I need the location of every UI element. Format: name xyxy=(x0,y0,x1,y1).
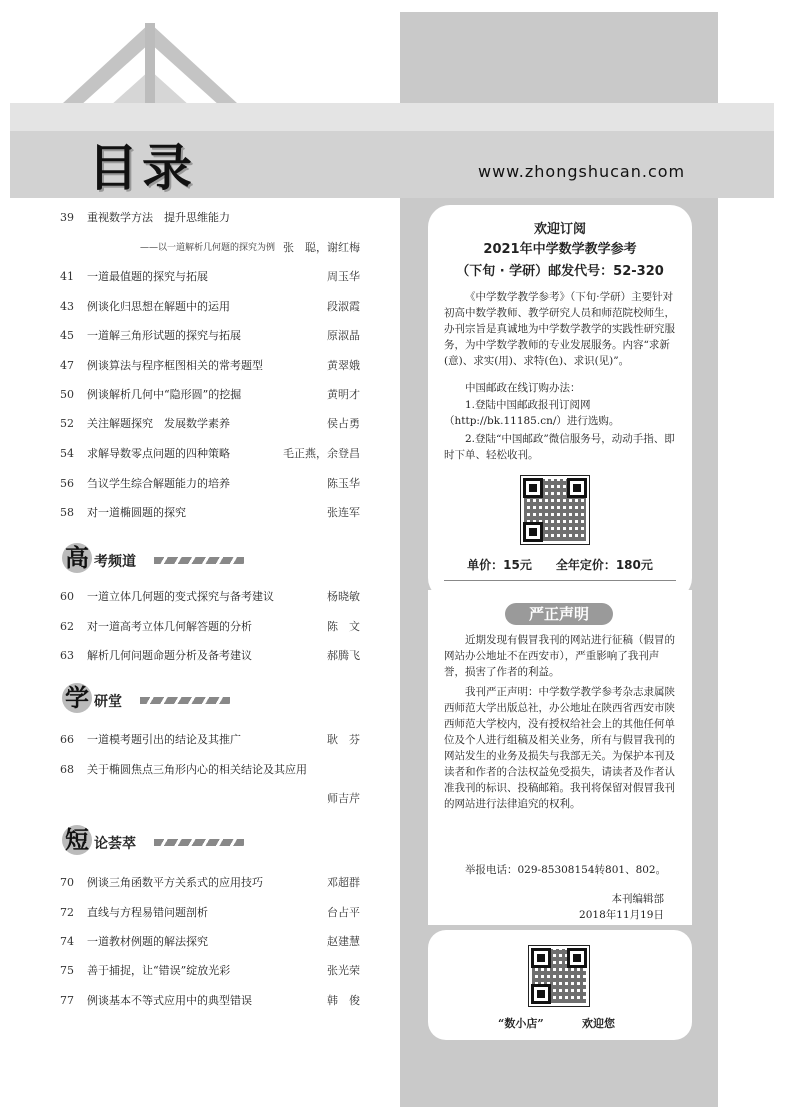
toc-page: 62 xyxy=(60,620,74,633)
toc-page: 54 xyxy=(60,447,74,460)
toc-entry xyxy=(60,873,360,893)
subscribe-step1: 1.登陆中国邮政报刊订阅网（http://bk.11185.cn/）进行选购。 xyxy=(444,399,620,427)
section-header xyxy=(62,683,282,717)
toc-title: 善于捕捉，让“错误”绽放光彩 xyxy=(87,964,231,977)
section-header xyxy=(62,825,282,859)
section-name: 研堂 xyxy=(94,694,122,710)
notice-paragraph-2: 我刊严正声明：中学数学教学参考杂志隶属陕西师范大学出版总社，办公地址在陕西省西安市陕西师范大学校内，没有授权给社会上的其他任何单位及个人进行组稿及相关业务，所有与假冒我刊的网站发生的业务及损失与我部无关。为保护本刊及读者和作者的合法权益免受损失，请读者及作者认准我刊的标识、投稿邮箱。我刊将保留对假冒我刊的网站进行法律追究的权利。 xyxy=(444,686,675,810)
toc-entry xyxy=(60,208,360,228)
toc-page: 60 xyxy=(60,590,74,603)
subscribe-heading: 欢迎订阅 xyxy=(533,222,586,237)
toc-entry xyxy=(60,356,360,376)
toc-title: 重视数学方法 提升思维能力 xyxy=(87,211,230,224)
toc-author: 黄明才 xyxy=(327,388,360,401)
toc-author-row xyxy=(60,789,360,809)
toc-author: 杨晓敏 xyxy=(327,590,360,603)
toc-author: 赵建慧 xyxy=(327,935,360,948)
toc-author: 张 聪，谢红梅 xyxy=(283,241,360,254)
toc-title: 例谈化归思想在解题中的运用 xyxy=(87,300,230,313)
divider xyxy=(444,580,676,581)
section-decoration xyxy=(140,697,230,704)
toc-entry xyxy=(60,617,360,637)
section-name: 考频道 xyxy=(94,554,136,570)
toc-entry xyxy=(60,961,360,981)
toc-title: 一道模考题引出的结论及其推广 xyxy=(87,733,241,746)
toc-author: 侯占勇 xyxy=(327,417,360,430)
section-initial: 高 xyxy=(62,543,92,573)
toc-author: 周玉华 xyxy=(327,270,360,283)
toc-entry xyxy=(60,760,360,780)
toc-title: 一道解三角形试题的探究与拓展 xyxy=(87,329,241,342)
toc-entry xyxy=(60,587,360,607)
toc-page: 47 xyxy=(60,359,74,372)
toc-entry xyxy=(60,385,360,405)
shop-qr-code xyxy=(528,945,590,1007)
toc-page: 75 xyxy=(60,964,74,977)
toc-subtitle-row xyxy=(60,238,360,258)
section-decoration xyxy=(154,557,244,564)
toc-title: 例谈基本不等式应用中的典型错误 xyxy=(87,994,252,1007)
roof-decoration xyxy=(40,15,260,115)
notice-paragraph-1: 近期发现有假冒我刊的网站进行征稿（假冒的网站办公地址不在西安市），严重影响了我刊声誉，损害了作者的利益。 xyxy=(444,634,675,678)
shop-welcome: 欢迎您 xyxy=(582,1017,615,1030)
toc-author: 黄翠娥 xyxy=(327,359,360,372)
toc-page: 68 xyxy=(60,763,74,776)
toc-title: 一道立体几何题的变式探究与备考建议 xyxy=(87,590,274,603)
section-initial: 短 xyxy=(62,825,92,855)
toc-title: 刍议学生综合解题能力的培养 xyxy=(87,477,230,490)
toc-title: 例谈三角函数平方关系式的应用技巧 xyxy=(87,876,263,889)
toc-entry xyxy=(60,903,360,923)
toc-entry xyxy=(60,932,360,952)
toc-entry xyxy=(60,503,360,523)
subscribe-journal: 2021年中学数学教学参考 xyxy=(483,242,637,257)
toc-title: 一道教材例题的解法探究 xyxy=(87,935,208,948)
toc-page: 52 xyxy=(60,417,74,430)
notice-signature: 本刊编辑部 xyxy=(611,893,664,905)
toc-entry xyxy=(60,414,360,434)
toc-author: 张连军 xyxy=(327,506,360,519)
toc-title: 对一道椭圆题的探究 xyxy=(87,506,186,519)
toc-author: 陈玉华 xyxy=(327,477,360,490)
toc-title: 例谈解析几何中“隐形圆”的挖掘 xyxy=(87,388,242,401)
shop-label: “数小店” xyxy=(498,1017,544,1030)
section-name: 论荟萃 xyxy=(94,836,136,852)
section-header xyxy=(62,543,282,577)
toc-author: 邓超群 xyxy=(327,876,360,889)
section-initial: 学 xyxy=(62,683,92,713)
toc-page: 74 xyxy=(60,935,74,948)
notice-title: 严正声明 xyxy=(505,603,613,625)
toc-author: 段淑霞 xyxy=(327,300,360,313)
toc-author: 师吉芹 xyxy=(327,792,360,805)
price-line: 单价：15元 全年定价：180元 xyxy=(467,558,653,572)
toc-entry xyxy=(60,730,360,750)
toc-title: 例谈算法与程序框图相关的常考题型 xyxy=(87,359,263,372)
toc-entry xyxy=(60,326,360,346)
toc-author: 耿 芬 xyxy=(327,733,360,746)
toc-entry xyxy=(60,297,360,317)
toc-author: 张光荣 xyxy=(327,964,360,977)
toc-author: 毛正燕，余登昌 xyxy=(283,447,360,460)
toc-page: 45 xyxy=(60,329,74,342)
toc-entry xyxy=(60,991,360,1011)
toc-page: 66 xyxy=(60,733,74,746)
toc-author: 台占平 xyxy=(327,906,360,919)
toc-page: 39 xyxy=(60,211,74,224)
toc-entry xyxy=(60,474,360,494)
toc-page: 77 xyxy=(60,994,74,1007)
toc-title: 对一道高考立体几何解答题的分析 xyxy=(87,620,252,633)
toc-entry xyxy=(60,444,360,464)
toc-title: 求解导数零点问题的四种策略 xyxy=(87,447,230,460)
toc-author: 韩 俊 xyxy=(327,994,360,1007)
toc-author: 原淑晶 xyxy=(327,329,360,342)
toc-page: 41 xyxy=(60,270,74,283)
toc-page: 56 xyxy=(60,477,74,490)
page-title: 目录 xyxy=(88,139,196,197)
subscribe-method: 中国邮政在线订购办法： xyxy=(465,382,581,394)
toc-title: 直线与方程易错问题剖析 xyxy=(87,906,208,919)
subscribe-intro: 《中学数学教学参考》（下旬·学研）主要针对初高中数学教师、教学研究人员和师范院校师生，办刊宗旨是真诚地为中学数学教学的实践性研究服务，为中学数学教师的专业发展服务。内容“求新(意)、求实(用)、求特(色)、求识(见)”。 xyxy=(444,291,675,367)
toc-author: 陈 文 xyxy=(327,620,360,633)
subscription-qr-code xyxy=(520,475,590,545)
toc-page: 58 xyxy=(60,506,74,519)
toc-title: 一道最值题的探究与拓展 xyxy=(87,270,208,283)
toc-page: 72 xyxy=(60,906,74,919)
section-decoration xyxy=(154,839,244,846)
toc-entry xyxy=(60,646,360,666)
website-url: www.zhongshucan.com xyxy=(478,162,686,181)
toc-page: 50 xyxy=(60,388,74,401)
toc-title: 关注解题探究 发展数学素养 xyxy=(87,417,230,430)
toc-title: 解析几何问题命题分析及备考建议 xyxy=(87,649,252,662)
toc-page: 43 xyxy=(60,300,74,313)
subscribe-code: （下旬 · 学研）邮发代号：52-320 xyxy=(456,264,664,279)
toc-author: 郝腾飞 xyxy=(327,649,360,662)
subscribe-step2: 2.登陆“中国邮政”微信服务号，动动手指、即时下单、轻松收刊。 xyxy=(444,433,675,461)
toc-entry xyxy=(60,267,360,287)
toc-subtitle: ——以一道解析几何题的探究为例 xyxy=(140,243,276,253)
header-band-top xyxy=(10,103,774,131)
toc-title: 关于椭圆焦点三角形内心的相关结论及其应用 xyxy=(87,763,307,776)
toc-page: 63 xyxy=(60,649,74,662)
toc-page: 70 xyxy=(60,876,74,889)
report-phone: 举报电话：029-85308154转801、802。 xyxy=(465,864,667,876)
notice-date: 2018年11月19日 xyxy=(579,909,664,921)
